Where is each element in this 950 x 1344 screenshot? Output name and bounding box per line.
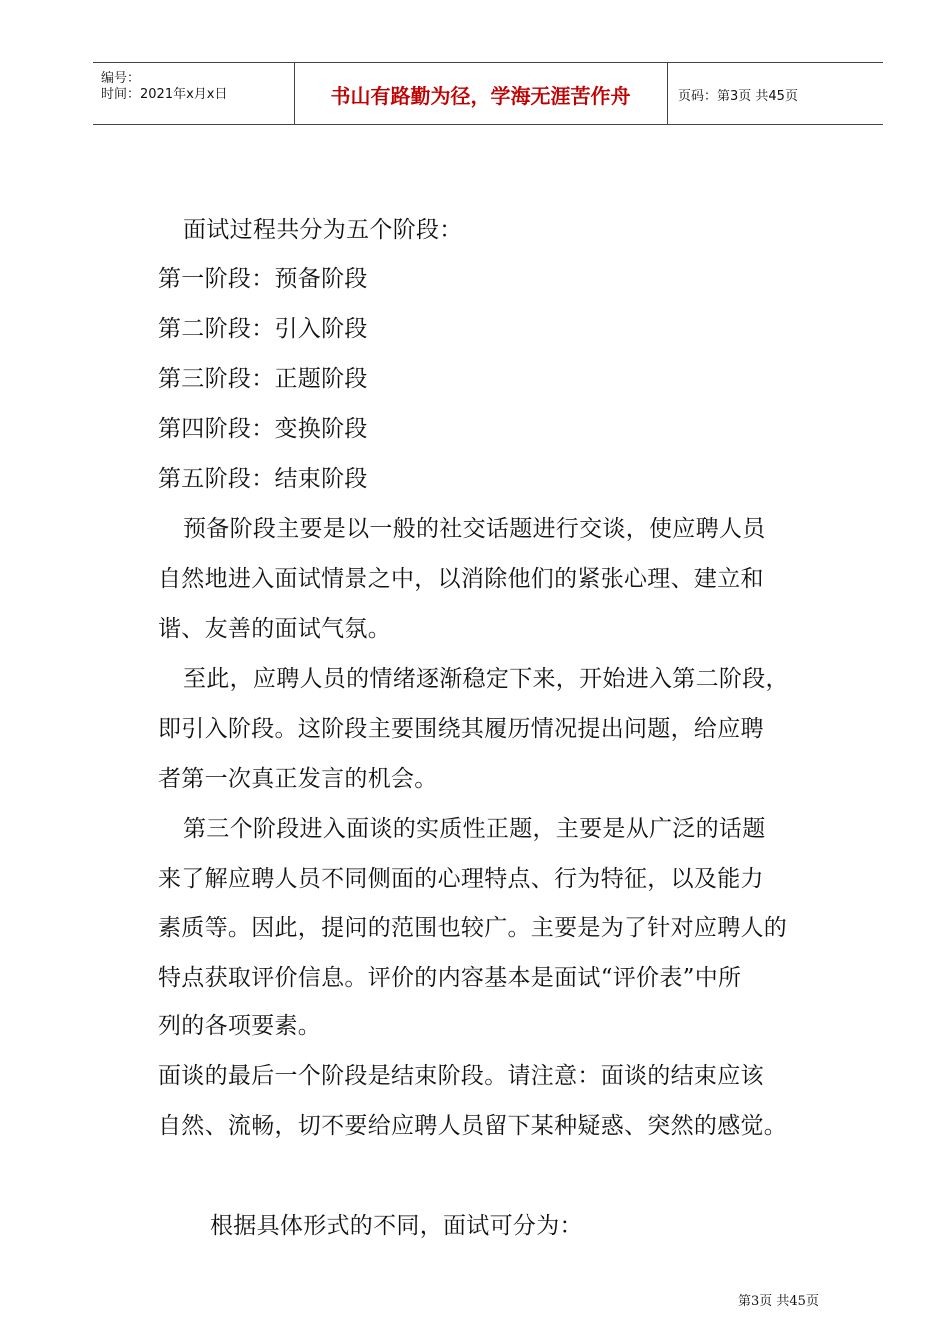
body-line: 至此，应聘人员的情绪逐渐稳定下来，开始进入第二阶段， xyxy=(183,666,789,692)
body-line: 第五阶段：结束阶段 xyxy=(158,466,368,492)
page-footer: 第3页 共45页 xyxy=(738,1294,819,1309)
body-line: 谐、友善的面试气氛。 xyxy=(158,616,391,642)
body-line: 自然、流畅，切不要给应聘人员留下某种疑惑、突然的感觉。 xyxy=(158,1113,788,1139)
body-line: 来了解应聘人员不同侧面的心理特点、行为特征，以及能力 xyxy=(158,866,764,892)
body-line: 根据具体形式的不同，面试可分为： xyxy=(210,1213,583,1239)
body-line: 第一阶段：预备阶段 xyxy=(158,266,368,292)
body-line: 者第一次真正发言的机会。 xyxy=(158,766,438,792)
header-left-cell xyxy=(93,63,295,124)
header-right-cell xyxy=(668,63,883,124)
body-line: 第四阶段：变换阶段 xyxy=(158,416,368,442)
time-label: 时间：2021年x月x日 xyxy=(101,87,228,102)
body-line: 素质等。因此，提问的范围也较广。主要是为了针对应聘人的 xyxy=(158,915,788,941)
body-line: 面试过程共分为五个阶段： xyxy=(183,217,463,243)
header-page-label: 页码：第3页 共45页 xyxy=(678,89,798,104)
number-label: 编号： xyxy=(101,71,141,86)
body-line: 特点获取评价信息。评价的内容基本是面试“评价表”中所 xyxy=(158,965,742,991)
page-header xyxy=(93,62,883,125)
header-motto: 书山有路勤为径，学海无涯苦作舟 xyxy=(330,84,631,108)
body-line: 第三个阶段进入面谈的实质性正题，主要是从广泛的话题 xyxy=(183,816,766,842)
body-line: 面谈的最后一个阶段是结束阶段。请注意：面谈的结束应该 xyxy=(158,1063,764,1089)
header-middle-cell xyxy=(294,63,668,124)
body-line: 第二阶段：引入阶段 xyxy=(158,316,368,342)
body-line: 第三阶段：正题阶段 xyxy=(158,366,368,392)
body-line: 预备阶段主要是以一般的社交话题进行交谈，使应聘人员 xyxy=(183,516,766,542)
body-line: 自然地进入面试情景之中，以消除他们的紧张心理、建立和 xyxy=(158,566,764,592)
body-line: 列的各项要素。 xyxy=(158,1013,322,1039)
body-line: 即引入阶段。这阶段主要围绕其履历情况提出问题，给应聘 xyxy=(158,716,764,742)
